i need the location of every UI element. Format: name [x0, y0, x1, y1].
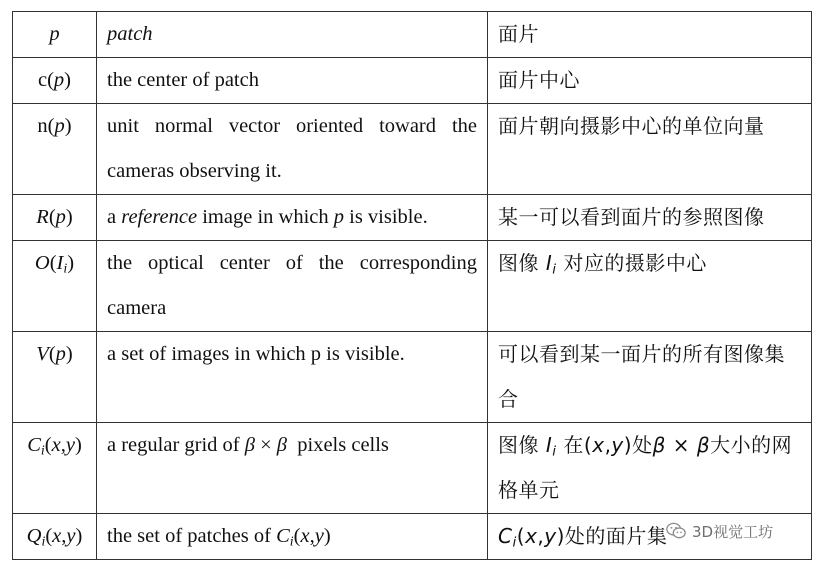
table-row [13, 12, 812, 58]
symbol-cell [13, 12, 97, 58]
notation-table [12, 11, 812, 560]
description-text: a set of images in which p is visible. [107, 343, 405, 365]
description-cell [97, 12, 488, 58]
chinese-cell: $C_i(x,y)$处的面片集 [488, 514, 812, 560]
table-row [13, 423, 812, 514]
chinese-cell: 图像 $I_i$ 对应的摄影中心 [488, 241, 812, 332]
table-row [13, 195, 812, 241]
symbol-cell: $Q_i(x,y)$ [13, 514, 97, 560]
watermark [665, 517, 773, 545]
symbol-cell: $C_i(x,y)$ [13, 423, 97, 514]
description-text: the optical center of the corresponding camera [107, 252, 477, 319]
table-row [13, 241, 812, 332]
wechat-icon [665, 520, 687, 542]
description-cell [97, 241, 488, 332]
description-text: the center of patch [107, 69, 259, 91]
chinese-text: 某一可以看到面片的参照图像 [498, 205, 765, 229]
symbol-cell: $O(I_i)$ [13, 241, 97, 332]
description-text: patch [107, 23, 153, 45]
chinese-cell [488, 104, 812, 195]
symbol-cell: V(p) [13, 332, 97, 423]
chinese-text: 面片 [498, 22, 539, 46]
chinese-cell [488, 195, 812, 241]
description-cell [97, 104, 488, 195]
chinese-cell [488, 58, 812, 104]
description-cell [97, 332, 488, 423]
table-row [13, 58, 812, 104]
chinese-cell [488, 12, 812, 58]
chinese-text: 面片朝向摄影中心的单位向量 [498, 114, 765, 138]
symbol-cell: R(p) [13, 195, 97, 241]
chinese-cell: 图像 $I_i$ 在(x,y)处β × β大小的网格单元 [488, 423, 812, 514]
description-cell [97, 58, 488, 104]
description-cell: the set of patches of $C_i(x,y)$ [97, 514, 488, 560]
description-text: unit normal vector oriented toward the cameras observing it. [107, 115, 477, 182]
table-row [13, 332, 812, 423]
description-cell: a regular grid of β × β pixels cells [97, 423, 488, 514]
table-row [13, 104, 812, 195]
watermark-text: 3D视觉工坊 [692, 522, 774, 541]
description-cell: a reference image in which p is visible. [97, 195, 488, 241]
symbol-cell: n(p) [13, 104, 97, 195]
chinese-cell [488, 332, 812, 423]
chinese-text: 可以看到某一面片的所有图像集合 [498, 342, 785, 411]
chinese-text: 面片中心 [498, 68, 580, 92]
symbol-text: p [49, 23, 60, 45]
symbol-cell: c(p) [13, 58, 97, 104]
